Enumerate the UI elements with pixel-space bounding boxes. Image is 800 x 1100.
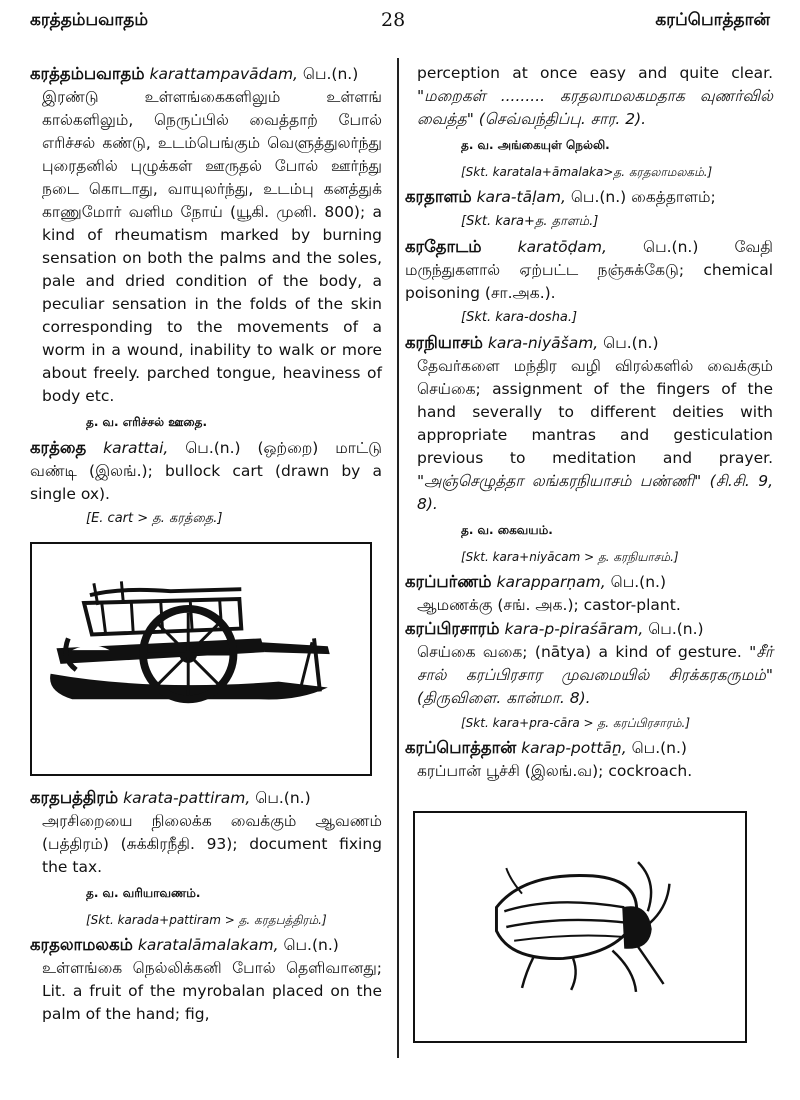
- transliteration: karata-pattiram,: [123, 789, 251, 807]
- etymology: [Skt. kara-dosha.]: [461, 310, 578, 325]
- citation: (திருவிளை. கான்மா. 8).: [417, 689, 591, 707]
- pure-tamil-equivalent: த. வ. வரியாவணம்.: [86, 886, 201, 900]
- headword: கரப்பிரசாரம்: [405, 619, 500, 638]
- transliteration: karatōḍam,: [517, 238, 607, 256]
- entry-karappottan: [405, 736, 773, 783]
- bullock-cart-illustration: [32, 544, 370, 774]
- entry-karatalam: [405, 185, 773, 235]
- headword: கரதபத்திரம்: [30, 788, 119, 807]
- transliteration: karatalāmalakam,: [137, 936, 279, 954]
- etymology: [Skt. kara+த. தாளம்.]: [461, 214, 599, 229]
- headword: கரப்பொத்தான்: [405, 738, 517, 757]
- transliteration: karapparṇam,: [496, 573, 606, 591]
- etymology: [Skt. kara+niyācam > த. கரநியாசம்.]: [461, 550, 679, 564]
- definition-text: தேவர்களை மந்திர வழி விரல்களில் வைக்கும் செய்கை; assignment of the fingers of the hand severally to different deities with appropriate mantras and gesticulation previous to meditation and prayer.: [417, 357, 773, 467]
- entry-karatalamalakam: [30, 933, 382, 1026]
- part-of-speech: பெ.(n.): [643, 620, 704, 638]
- etymology: [Skt. karatala+āmalaka>த. கரதலாமலகம்.]: [461, 165, 713, 179]
- part-of-speech: பெ.(n.): [606, 238, 699, 256]
- page-header: [0, 0, 800, 58]
- definition: கைத்தாளம்;: [626, 188, 716, 206]
- quotation: "சீர் சால் கரப்பிரசார முவமையில் சிரக்கரகருமம்": [417, 643, 773, 684]
- cockroach-figure: [413, 811, 747, 1043]
- entry-karatapattiram: [30, 786, 382, 933]
- bullock-cart-figure: [30, 542, 372, 776]
- transliteration: karattai,: [103, 439, 169, 457]
- english-definition: ; a kind of rheumatism marked by burning sensation on both the palms and the soles, pale and dried condition of the body, a peculiar sensation in the folds of the skin corresponding to the movements of a worm in a wound, inability to walk or more about freely. parched tongue, heaviness of body etc.: [42, 203, 382, 405]
- entry-continuation: [405, 62, 773, 131]
- headword: கரத்தை: [30, 438, 87, 457]
- transliteration: kara-tāḷam,: [476, 188, 566, 206]
- part-of-speech: பெ.(n.): [168, 439, 241, 457]
- left-column: [30, 62, 382, 1026]
- definition: அரசிறையை நிலைக்க வைக்கும் ஆவணம் (பத்திரம்) (சுக்கிரநீதி. 93); document fixing the tax.: [42, 812, 382, 876]
- entry-karattai: [30, 436, 382, 532]
- transliteration: kara-niyāšam,: [487, 334, 599, 352]
- headword: கரதோடம்: [405, 237, 482, 256]
- headword: கரதலாமலகம்: [30, 935, 133, 954]
- pure-tamil-equivalent: த. வ. எரிச்சல் ஊதை.: [86, 415, 208, 429]
- header-right-guideword: கரப்பொத்தான்: [655, 10, 770, 30]
- headword: கரநியாசம்: [405, 333, 483, 352]
- etymology: [Skt. karada+pattiram > த. கரதபத்திரம்.]: [86, 913, 327, 927]
- right-column: [405, 62, 773, 1043]
- headword: கரத்தம்பவாதம்: [30, 64, 145, 83]
- definition-text: செய்கை வகை; (nātya) a kind of gesture.: [417, 643, 742, 661]
- definition: [30, 86, 382, 408]
- transliteration: karattampavādam,: [149, 65, 298, 83]
- part-of-speech: பெ.(n.): [297, 65, 359, 83]
- headword: கரப்பர்ணம்: [405, 572, 492, 591]
- definition: உள்ளங்கை நெல்லிக்கனி போல் தெளிவானது; Lit. a fruit of the myrobalan placed on the palm of the hand; fig,: [42, 959, 382, 1023]
- pure-tamil-equivalent: த. வ. கைவயம்.: [461, 523, 553, 537]
- part-of-speech: பெ.(n.): [250, 789, 311, 807]
- continued-definition: perception at once easy and quite clear.: [417, 64, 773, 82]
- transliteration: kara-p-piraśāram,: [504, 620, 644, 638]
- entry-karappirasaram: [405, 617, 773, 736]
- definition: [405, 641, 773, 710]
- part-of-speech: பெ.(n.): [278, 936, 339, 954]
- citation: (செவ்வந்திப்பு. சார. 2).: [473, 110, 647, 128]
- headword: கரதாளம்: [405, 187, 472, 206]
- tamil-definition: இரண்டு உள்ளங்கைகளிலும் உள்ளங் கால்களிலும், நெருப்பில் வைத்தாற் போல் எரிச்சல் கண்டு, உடம்பெங்கும் வெளுத்துலர்ந்து புரைதனில் புழுக்கள் ஊருதல் போல் ஊர்ந்து நடை கொடாது, வாயுலர்ந்து, உடம்பு கனத்துக் காணுமோர் வளிம நோய்: [42, 88, 382, 221]
- definition: கரப்பான் பூச்சி (இலங்.வ); cockroach.: [417, 762, 693, 780]
- etymology: [E. cart > த. கரத்தை.]: [86, 511, 223, 526]
- quotation: "மறைகள் ......... கரதலாமலகமதாக வுணர்வில் வைத்த": [417, 87, 773, 128]
- entry-karatodam: [405, 235, 773, 331]
- column-divider: [397, 58, 399, 1058]
- citation: (யூகி. முனி. 800): [222, 203, 360, 221]
- part-of-speech: பெ.(n.): [626, 739, 687, 757]
- entry-karattampavadam: [30, 62, 382, 436]
- citation: (சி.சி. 9, 8).: [417, 472, 773, 513]
- definition: வேதி மருந்துகளால் ஏற்பட்ட நஞ்சுக்கேடு; chemical poisoning (சா.அக.).: [405, 238, 773, 302]
- entry-karapparnam: [405, 570, 773, 617]
- part-of-speech: பெ.(n.): [605, 573, 667, 591]
- quotation: "அஞ்செழுத்தா லங்கரநியாசம் பண்ணி": [417, 472, 702, 490]
- transliteration: karap-pottāṉ,: [521, 739, 627, 757]
- etymology: [Skt. kara+pra-cāra > த. கரப்பிரசாரம்.]: [461, 716, 691, 730]
- definition: ஆமணக்கு (சங். அக.); castor-plant.: [417, 596, 681, 614]
- pure-tamil-equivalent: த. வ. அங்கையுள் நெல்லி.: [461, 138, 610, 152]
- definition: (ஒற்றை) மாட்டு வண்டி (இலங்.); bullock cart (drawn by a single ox).: [30, 439, 382, 503]
- entry-karaniyasam: [405, 331, 773, 570]
- page-number: 28: [381, 9, 406, 31]
- header-left-guideword: கரத்தம்பவாதம்: [30, 10, 149, 30]
- cockroach-illustration: [415, 813, 745, 1041]
- definition: [405, 355, 773, 516]
- part-of-speech: பெ.(n.): [565, 188, 627, 206]
- part-of-speech: பெ.(n.): [598, 334, 659, 352]
